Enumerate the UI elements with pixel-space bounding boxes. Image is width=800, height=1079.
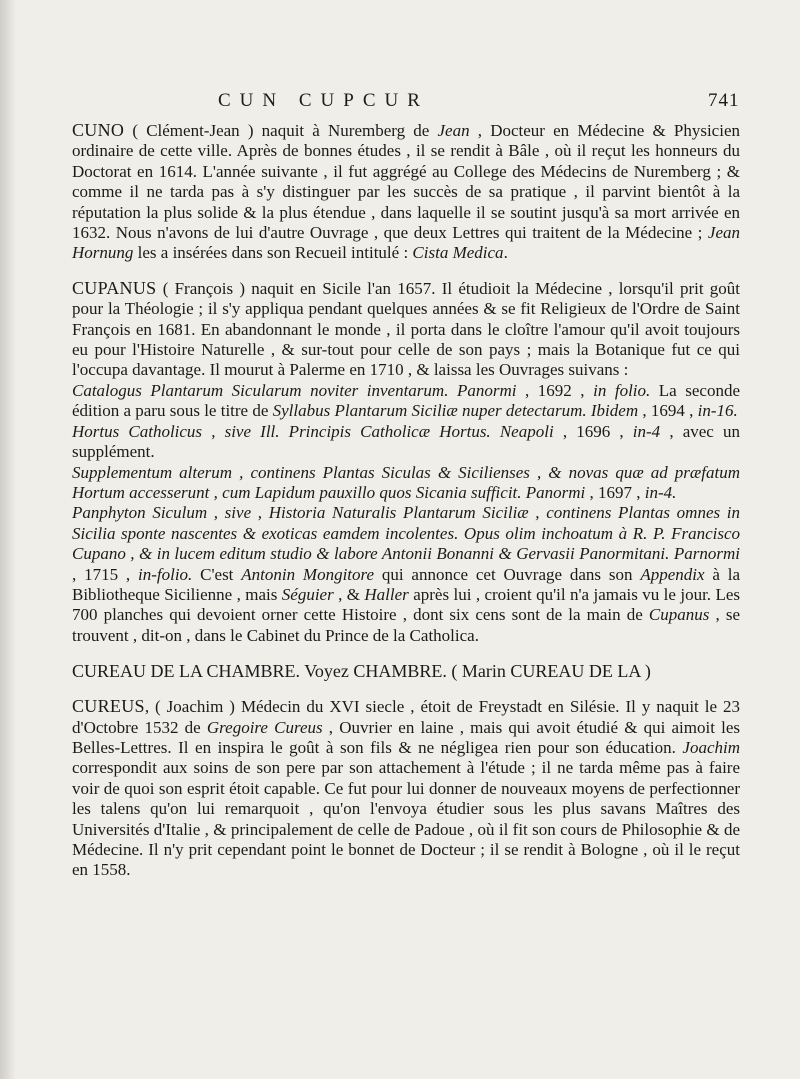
entry-cuno bbox=[72, 120, 740, 264]
entry-cuno-paragraph bbox=[72, 120, 740, 264]
page-number: 741 bbox=[708, 90, 740, 111]
entry-cupanus bbox=[72, 278, 740, 646]
text-span: ( François ) naquit en Sicile l'an 1657. Il étudioit la Médecine , lorsqu'il prit goût pour la Théologie ; il s'y appliqua pendant quelques années & se fit Religieux de l'Ordre de Saint François en 1681. En abandonnant le monde , il porta dans le cloître l'amour qu'il avoit toujours eu pour l'Histoire Naturelle , & sur-tout pour celle de son pays ; mais la Botanique fut ce qui l'occupa davantage. Il mourut à Palerme en 1710 , & laissa les Ouvrages suivans : bbox=[72, 278, 740, 380]
entry-cureus-paragraph bbox=[72, 696, 740, 881]
text-span: , ( Joachim ) Médecin du XVI siecle , étoit de Freystadt en Silésie. Il y naquit le 23 d'Octobre 1532 de bbox=[72, 697, 740, 737]
text-span: après lui , croient qu'il n'a jamais vu le jour. Les 700 planches qui devoient orner cette Histoire , dont six cens sont de la main de bbox=[72, 584, 740, 625]
italic-span: Cista Medica bbox=[412, 243, 504, 263]
text-span: qui annonce cet Ouvrage dans son bbox=[374, 564, 641, 584]
text-span: La seconde édition a paru sous le titre de bbox=[72, 380, 740, 421]
text-span: , avec un supplément. bbox=[72, 421, 741, 462]
italic-span: Joachim bbox=[682, 737, 740, 757]
page-body bbox=[72, 120, 740, 895]
page-header bbox=[0, 90, 800, 118]
text-span: à la Bibliotheque Sicilienne , mais bbox=[72, 564, 740, 604]
text-span: les a insérées dans son Recueil intitulé : bbox=[133, 243, 413, 263]
italic-span: Antonin Mongitore bbox=[241, 564, 375, 584]
work-entry-supplementum bbox=[72, 463, 740, 504]
headword-cureus: CUREUS bbox=[72, 696, 145, 717]
text-span: . bbox=[503, 243, 508, 263]
headword-cupanus: CUPANUS bbox=[72, 277, 157, 298]
italic-span: Gregoire Cureus bbox=[206, 717, 323, 737]
work-entry-hortus bbox=[72, 422, 740, 463]
text-span: , & bbox=[333, 584, 365, 604]
italic-span: Hortus Catholicus , sive Ill. Principis Catholicæ Hortus. Neapoli bbox=[72, 421, 554, 441]
text-span: , 1696 , bbox=[553, 421, 633, 441]
headword-cuno: CUNO bbox=[72, 120, 125, 140]
work-entry-panphyton bbox=[72, 503, 740, 646]
italic-span: Catalogus Plantarum Sicularum noviter inventarum. Panormi bbox=[72, 380, 517, 400]
text-span: , 1692 , bbox=[516, 380, 594, 400]
text-span: , 1694 , bbox=[638, 401, 698, 421]
text-span: , 1697 , bbox=[585, 482, 645, 502]
text-span: , Docteur en Médecine & Physicien ordinaire de cette ville. Après de bonnes études , il se rendit à Bâle , où il reçut les honneurs du Doctorat en 1614. L'année suivante , il fut aggrégé au College des Médecins de Nuremberg ; & comme il ne tarda pas à s'y distinguer par les succès de sa pratique , il parvint bientôt à la réputation la plus solide & la plus étendue , dans laquelle il se soutint jusqu'à sa mort arrivée en 1632. Nous n'avons de lui d'autre Ouvrage , que deux Lettres qui traitent de la Médecine ; bbox=[72, 121, 740, 243]
work-entry-catalogus bbox=[72, 381, 740, 422]
italic-span: Jean Hornung bbox=[72, 223, 740, 263]
italic-span: in-folio. bbox=[137, 564, 193, 584]
text-span: , se trouvent , dit-on , dans le Cabinet du Prince de la Catholica. bbox=[72, 605, 740, 645]
italic-span: in-4 bbox=[632, 421, 661, 441]
italic-span: Supplementum alterum , continens Plantas Siculas & Sicilienses , & novas quæ ad præfatum Hortum accesserunt , cum Lapidum pauxillo quos Sicania sufficit. Panormi bbox=[72, 462, 740, 502]
italic-span: Appendix bbox=[640, 564, 705, 584]
running-head: CUN CUPCUR bbox=[218, 90, 429, 111]
italic-span: in-4. bbox=[644, 482, 677, 502]
italic-span: Séguier bbox=[281, 584, 334, 604]
italic-span: in folio. bbox=[593, 380, 651, 400]
text-span: C'est bbox=[192, 564, 242, 584]
entry-cureau-cross-reference: CUREAU DE LA CHAMBRE. Voyez CHAMBRE. ( Marin CUREAU DE LA ) bbox=[72, 661, 651, 682]
italic-span: Jean bbox=[437, 121, 470, 140]
italic-span: Syllabus Plantarum Siciliæ nuper detectarum. Ibidem bbox=[272, 401, 639, 421]
page-shadow-edge bbox=[0, 0, 16, 1079]
text-span: correspondit aux soins de son pere par son attachement à l'étude ; il ne tarda même pas à faire voir de quoi son esprit étoit capable. Ce fut pour lui donner de nouveaux moyens de perfectionner les talens qu'on lui remarquoit , qu'on l'envoya étudier sous les plus savans Maîtres des Universités d'Italie , & principalement de celle de Padoue , où il fit son cours de Philosophie & de Médecine. Il n'y prit cependant point le bonnet de Docteur ; il se rendit à Bologne , où il le reçut en 1558. bbox=[72, 758, 740, 880]
italic-span: in-16. bbox=[697, 401, 738, 421]
text-span: , Ouvrier en laine , mais qui avoit étudié & qui aimoit les Belles-Lettres. Il en inspira le goût à son fils & ne négligea rien pour son éducation. bbox=[72, 717, 740, 757]
italic-span: Haller bbox=[364, 584, 409, 604]
text-span: , 1715 , bbox=[72, 564, 138, 584]
italic-span: Panphyton Siculum , sive , Historia Naturalis Plantarum Siciliæ , continens Plantas omnes in Sicilia sponte nascentes & exoticas eamdem incolentes. Opus olim inchoatum à R. P. Francisco Cupano , & in lucem editum studio & labore Antonii Bonanni & Gervasii Panormitani. Parnormi bbox=[72, 503, 740, 564]
italic-span: Cupanus bbox=[648, 605, 710, 625]
text-span: ( Clément-Jean ) naquit à Nuremberg de bbox=[124, 121, 438, 140]
entry-cureus bbox=[72, 696, 740, 881]
entry-cupanus-paragraph bbox=[72, 278, 740, 381]
